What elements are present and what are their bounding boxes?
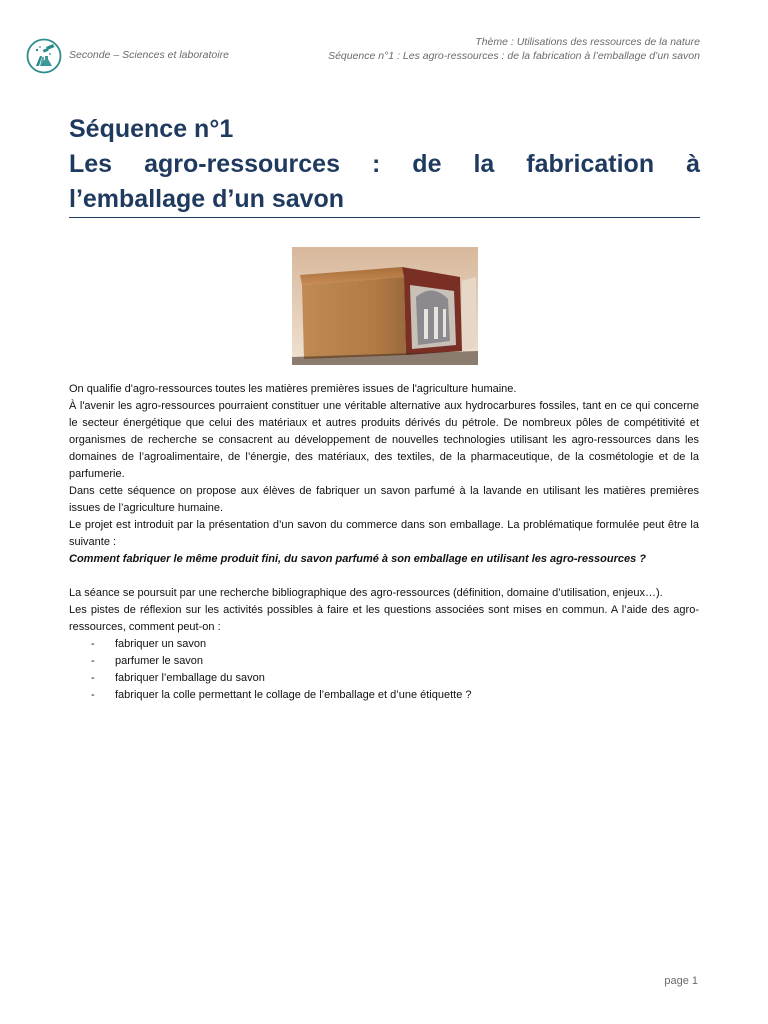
- list-item: [69, 653, 699, 670]
- header-sequence: Séquence n°1 : Les agro-ressources : de la fabrication à l’emballage d’un savon: [328, 50, 700, 62]
- header-right: [328, 35, 700, 63]
- paragraph-project: Le projet est introduit par la présentation d’un savon du commerce dans son emballage. La problématique formulée peut être la suivante :: [69, 519, 699, 548]
- page-title: [69, 112, 700, 217]
- bullet-dash: -: [91, 672, 95, 684]
- paragraph-definition: On qualifie d'agro-ressources toutes les matières premières issues de l'agriculture humaine.: [69, 383, 517, 395]
- bullet-dash: -: [91, 689, 95, 701]
- header-left: Seconde – Sciences et laboratoire: [69, 49, 229, 61]
- title-line-3: l’emballage d’un savon: [69, 185, 345, 213]
- telescope-flask-logo-icon: [26, 38, 62, 74]
- list-item-text: fabriquer l’emballage du savon: [115, 672, 265, 684]
- paragraph-gap: [69, 568, 699, 585]
- bullet-dash: -: [91, 655, 95, 667]
- bullet-dash: -: [91, 638, 95, 650]
- paragraph-future: À l'avenir les agro-ressources pourraient constituer une véritable alternative aux hydrocarbures fossiles, tant en ce qui concerne le secteur énergétique que celui des matériaux et autres produits dérivés du pétrole. De nombreux pôles de compétitivité et organismes de recherche se consacrent au développement de nouvelles technologies utilisant les agro-ressources dans les domaines de l’agroalimentaire, de l’énergie, des matériaux, des textiles, de la pharmaceutique, de la cosmétologie et de la parfumerie.: [69, 400, 699, 480]
- soap-bar-photo: [292, 247, 478, 365]
- list-item: [69, 687, 699, 704]
- body-text: [69, 381, 699, 704]
- list-item-text: parfumer le savon: [115, 655, 204, 667]
- paragraph-discussion: Les pistes de réflexion sur les activités possibles à faire et les questions associées sont mises en commun. A l’aide des agro-ressources, comment peut-on :: [69, 604, 699, 633]
- list-item-text: fabriquer un savon: [115, 638, 207, 650]
- list-item: [69, 636, 699, 653]
- title-line-1: Séquence n°1: [69, 115, 234, 143]
- title-line-2: Les agro-ressources : de la fabrication à: [69, 150, 700, 178]
- page-number: page 1: [664, 975, 698, 987]
- problem-question: Comment fabriquer le même produit fini, du savon parfumé à son emballage en utilisant les agro-ressources ?: [69, 553, 647, 565]
- activity-list: [69, 636, 699, 704]
- list-item: [69, 670, 699, 687]
- paragraph-sequence: Dans cette séquence on propose aux élèves de fabriquer un savon parfumé à la lavande en utilisant les matières premières issues de l’agriculture humaine.: [69, 485, 699, 514]
- paragraph-research: La séance se poursuit par une recherche bibliographique des agro-ressources (définition, domaine d’utilisation, enjeux…).: [69, 587, 663, 599]
- title-divider: [69, 217, 700, 218]
- list-item-text: fabriquer la colle permettant le collage de l’emballage et d’une étiquette ?: [115, 689, 472, 701]
- header-theme: Thème : Utilisations des ressources de la nature: [475, 36, 700, 48]
